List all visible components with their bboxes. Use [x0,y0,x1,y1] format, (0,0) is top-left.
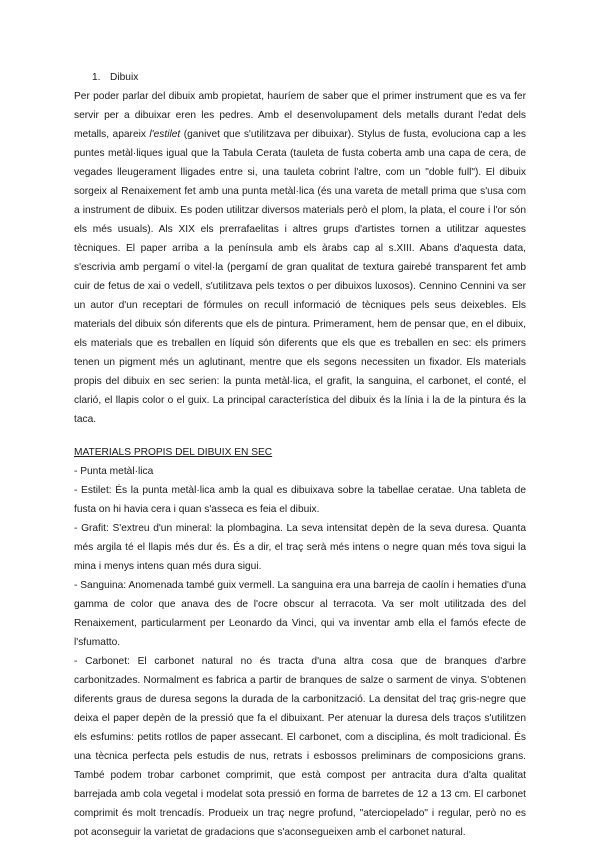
intro-paragraph [74,87,526,429]
material-item-estilet: - Estilet: És la punta metàl·lica amb la qual es dibuixava sobre la tabellae ceratae. Una tableta de fusta on hi havia cera i quan s'asseca es feia el dibuix. [74,485,526,515]
intro-estilet-term: l'estilet [149,129,181,140]
intro-text-part1: Per poder parlar del dibuix amb propietat, hauríem de saber que el primer instrument que es va fer servir per a dibuixar eren les pedres. Amb el desenvolupament dels metalls durant l'edat dels metalls, apareix [74,91,526,140]
document-page [74,68,526,842]
material-item-sanguina: - Sanguina: Anomenada també guix vermell. La sanguina era una barreja de caolín i hematies d'una gamma de color que anava des de l'ocre obscur al terracota. Va ser molt utilitzada des del Renaixement, particularment per Leonardo da Vinci, qui va inventar amb ella el famós efecte de l'sfumatto. [74,580,526,648]
material-item-grafit: - Grafit: S'extreu d'un mineral: la plombagina. La seva intensitat depèn de la seva duresa. Quanta més argila té el llapis més dur és. És a dir, el traç serà més intens o negre quan més tova sigui la mina i menys intens quan més dura sigui. [74,523,526,572]
spacer [74,429,526,443]
intro-text-part2: (ganivet que s'utilitzava per dibuixar). Stylus de fusta, evoluciona cap a les puntes metàl·liques igual que la Tabula Cerata (tauleta de fusta coberta amb una capa de cera, de vegades lleugerament lligades entre si, una tauleta cobrint l'altre, com un "doble full"). El dibuix sorgeix al Renaixement fet amb una punta metàl·lica (és una vareta de metall prima que s'usa com a instrument de dibuix. Es poden utilitzar diversos materials però el plom, la plata, el coure i l'or són els més usuals). Als XIX els prerrafaelitas i altres grups d'artistes tornen a utilitzar aquestes tècniques. El paper arriba a la península amb els àrabs cap al s.XIII. Abans d'aquesta data, s'escrivia amb pergamí o vitel·la (pergamí de gran qualitat de textura gairebé transparent fet amb cuir de fetus de xai o vedell, s'utilitzava pels textos o per dibuixos luxosos). Cennino Cennini va ser un autor d'un receptari de fórmules on recull informació de tècniques pels seus deixebles. Els materials del dibuix són diferents que els de pintura. Primerament, hem de pensar que, en el dibuix, els materials que es treballen en líquid són diferents que els que es treballen en sec: els primers tenen un pigment més un aglutinant, mentre que els segons necessiten un fixador. Els materials propis del dibuix en sec serien: la punta metàl·lica, el grafit, la sanguina, el carbonet, el conté, el clarió, el llapis color o el guix. La principal característica del dibuix és la línia i la de la pintura és la taca. [74,129,526,425]
material-item-carbonet: - Carbonet: El carbonet natural no és tracta d'una altra cosa que de branques d'arbre carbonitzades. Normalment es fabrica a partir de branques de salze o sarment de vinya. S'obtenen diferents graus de duresa segons la durada de la carbonització. La densitat del traç gris-negre que deixa el paper depèn de la pressió que fa el dibuixant. Per atenuar la duresa dels traços s'utilitzen els esfumins: petits rotllos de paper assecant. El carbonet, com a disciplina, és molt tradicional. És una tècnica perfecta pels estudis de nus, retrats i esbossos preliminars de composicions grans. També podem trobar carbonet comprimit, que està compost per antracita dura d'alta qualitat barrejada amb cola vegetal i modelat sota pressió en forma de barretes de 12 a 13 cm. El carbonet comprimit és molt trencadís. Produeix un traç negre profund, "aterciopelado" i regular, però no es pot aconseguir la varietat de gradacions que s'aconsegueixen amb el carbonet natural. [74,656,526,838]
heading-number: 1. [92,72,101,83]
materials-section-title: MATERIALS PROPIS DEL DIBUIX EN SEC [74,447,273,458]
heading-title: Dibuix [110,72,139,83]
section-heading [74,68,526,87]
material-item-punta: - Punta metàl·lica [74,466,154,477]
